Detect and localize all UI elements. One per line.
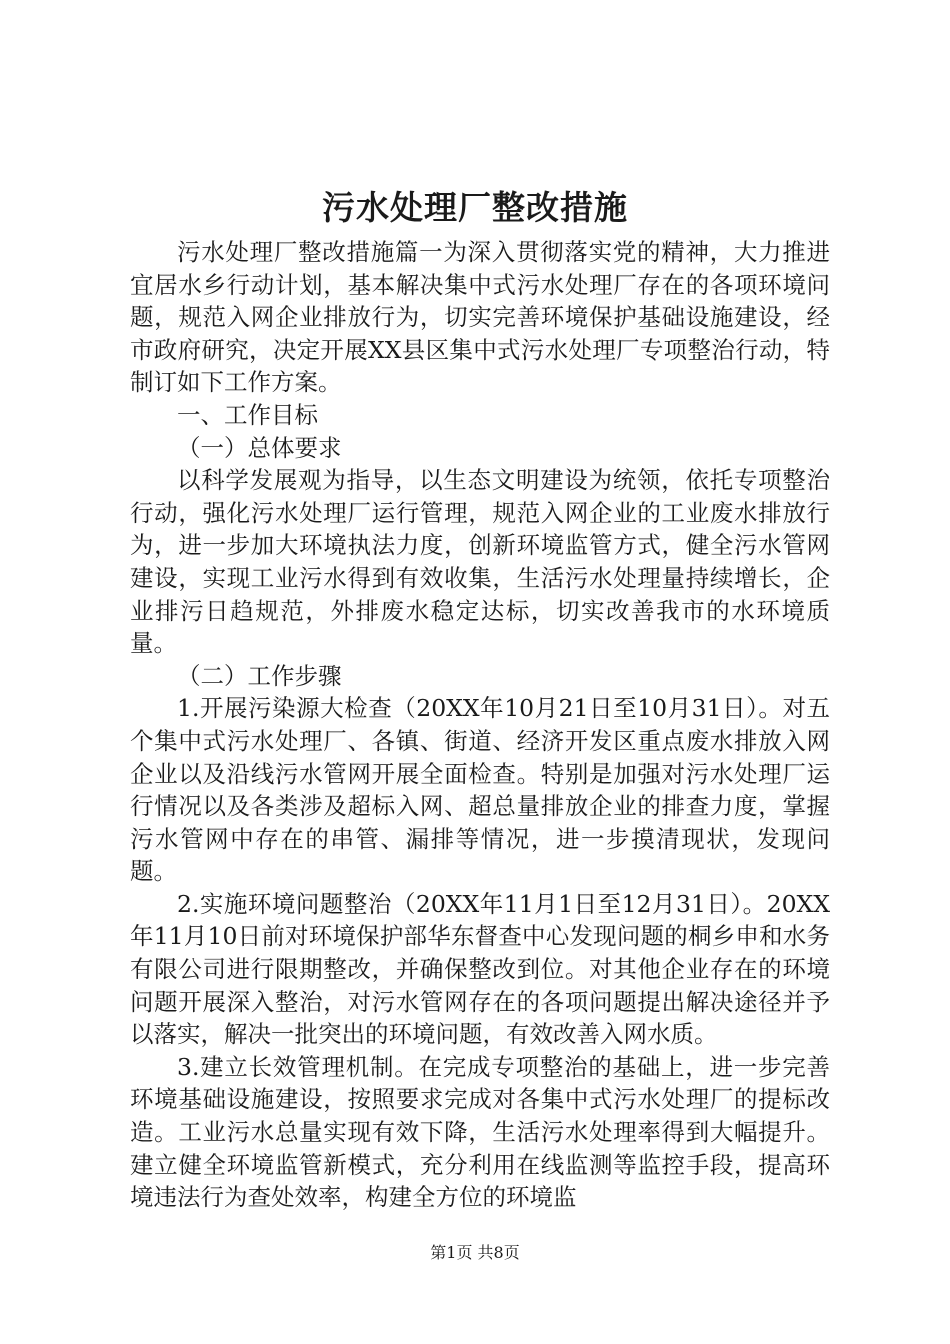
page-footer: 第1页 共8页 <box>430 1243 520 1262</box>
subheading-work-steps: （二）工作步骤 <box>177 661 342 690</box>
document-title: 污水处理厂整改措施 <box>322 188 628 227</box>
paragraph-step-3: 3.建立长效管理机制。在完成专项整治的基础上，进一步完善环境基础设施建设，按照要求完成对各集中式污水处理厂的提标改造。工业污水总量实现有效下降，生活污水处理率得到大幅提升。建立健全环境监管新模式，充分利用在线监测等监控手段，提高环境违法行为查处效率，构建全方位的环境监 <box>130 1052 830 1212</box>
paragraph-step-1: 1.开展污染源大检查（20XX年10月21日至10月31日）。对五个集中式污水处理厂、各镇、街道、经济开发区重点废水排放入网企业以及沿线污水管网开展全面检查。特别是加强对污水处理厂运行情况以及各类涉及超标入网、超总量排放企业的排查力度，掌握污水管网中存在的串管、漏排等情况，进一步摸清现状，发现问题。 <box>130 694 830 886</box>
paragraph-step-2: 2.实施环境问题整治（20XX年11月1日至12月31日）。20XX年11月10日前对环境保护部华东督查中心发现问题的桐乡申和水务有限公司进行限期整改，并确保整改到位。对其他企业存在的环境问题开展深入整治，对污水管网存在的各项问题提出解决途径并予以落实，解决一批突出的环境问题，有效改善入网水质。 <box>130 889 830 1049</box>
paragraph-general-requirements: 以科学发展观为指导，以生态文明建设为统领，依托专项整治行动，强化污水处理厂运行管理，规范入网企业的工业废水排放行为，进一步加大环境执法力度，创新环境监管方式，健全污水管网建设，实现工业污水得到有效收集，生活污水处理量持续增长，企业排污日趋规范，外排废水稳定达标，切实改善我市的水环境质量。 <box>130 466 830 658</box>
paragraph-intro: 污水处理厂整改措施篇一为深入贯彻落实党的精神，大力推进宜居水乡行动计划，基本解决集中式污水处理厂存在的各项环境问题，规范入网企业排放行为，切实完善环境保护基础设施建设，经市政府研究，决定开展XX县区集中式污水处理厂专项整治行动，特制订如下工作方案。 <box>130 238 830 397</box>
document-body <box>130 236 830 1214</box>
subheading-general-requirements: （一）总体要求 <box>177 433 342 462</box>
heading-work-goals: 一、工作目标 <box>177 400 318 429</box>
